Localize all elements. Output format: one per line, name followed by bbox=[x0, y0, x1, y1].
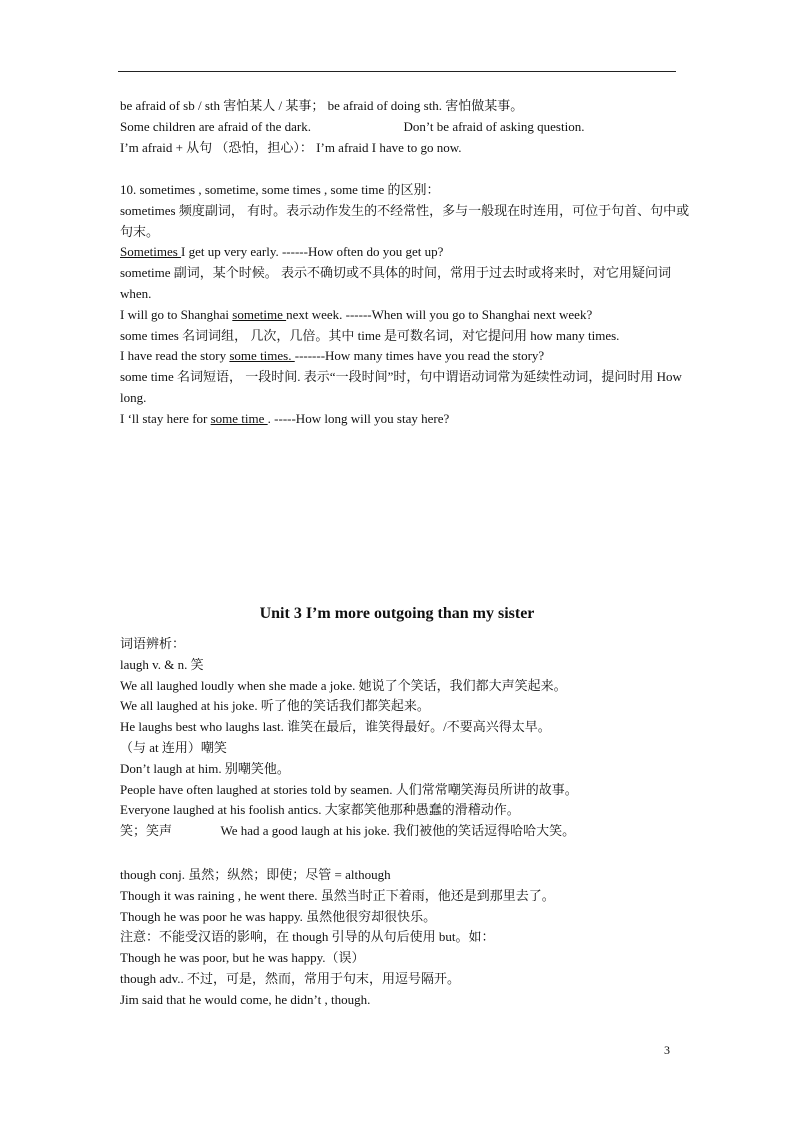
text-line: We all laughed at his joke. 听了他的笑话我们都笑起来。 bbox=[120, 698, 430, 714]
example-sentence: Don’t be afraid of asking question. bbox=[403, 118, 585, 134]
example-text: I will go to Shanghai bbox=[120, 306, 233, 322]
text-line: People have often laughed at stories told by seamen. 人们常常嘲笑海员所讲的故事。 bbox=[120, 781, 578, 797]
example-sentence: We had a good laugh at his joke. 我们被他的笑话逗得哈哈大笑。 bbox=[220, 823, 576, 839]
sometimes-section bbox=[120, 180, 690, 430]
text-line: Jim said that he would come, he didn’t , though. bbox=[120, 991, 371, 1007]
example-line bbox=[120, 242, 690, 263]
definition-label: 笑；笑声 bbox=[120, 823, 173, 839]
text-line bbox=[120, 117, 690, 138]
text-line: though conj. 虽然；纵然；即使；尽管 = although bbox=[120, 867, 391, 882]
text-line: Though it was raining , he went there. 虽然当时正下着雨，他还是到那里去了。 bbox=[120, 887, 555, 903]
text-line bbox=[120, 821, 690, 842]
section-heading: 10. sometimes , sometime, some times , some time 的区别： bbox=[120, 182, 440, 197]
text-line: He laughs best who laughs last. 谁笑在最后，谁笑得最好。/不要高兴得太早。 bbox=[120, 719, 551, 735]
text-line: 词语辨析： bbox=[120, 636, 186, 651]
paragraph: some times 名词词组， 几次，几倍。其中 time 是可数名词，对它提问用 how many times. bbox=[120, 327, 620, 343]
example-line bbox=[120, 409, 690, 430]
underlined-term: sometime bbox=[232, 306, 287, 322]
laugh-section bbox=[120, 634, 690, 842]
example-line bbox=[120, 305, 690, 326]
header-rule bbox=[118, 71, 676, 72]
paragraph: sometimes 频度副词， 有时。表示动作发生的不经常性，多与一般现在时连用，可位于句首、句中或句末。 bbox=[120, 202, 690, 239]
though-section bbox=[120, 865, 690, 1011]
afraid-section bbox=[120, 96, 690, 158]
text-line: Though he was poor he was happy. 虽然他很穷却很快乐。 bbox=[120, 908, 437, 924]
example-text: . -----How long will you stay here? bbox=[267, 410, 450, 426]
example-text: next week. ------When will you go to Shanghai next week? bbox=[286, 306, 593, 322]
example-line bbox=[120, 346, 690, 367]
underlined-term: Sometimes bbox=[120, 244, 182, 260]
text-line: though adv.. 不过，可是，然而，常用于句末，用逗号隔开。 bbox=[120, 970, 461, 986]
underlined-term: some time bbox=[210, 410, 268, 426]
paragraph: some time 名词短语， 一段时间. 表示“一段时间”时，句中谓语动词常为延续性动词，提问时用 How long. bbox=[120, 369, 682, 405]
example-text: -------How many times have you read the story? bbox=[294, 348, 545, 364]
text-line: Don’t laugh at him. 别嘲笑他。 bbox=[120, 760, 290, 776]
paragraph: sometime 副词，某个时候。 表示不确切或不具体的时间，常用于过去时或将来时，对它用疑问词 when. bbox=[120, 265, 672, 301]
text-line: Everyone laughed at his foolish antics. 大家都笑他那种愚蠢的滑稽动作。 bbox=[120, 802, 520, 818]
text-line: be afraid of sb / sth 害怕某人 / 某事； be afraid of doing sth. 害怕做某事。 bbox=[120, 98, 524, 113]
example-text: I ‘ll stay here for bbox=[120, 410, 211, 426]
text-line: I’m afraid + 从句 （恐怕，担心）： I’m afraid I have to go now. bbox=[120, 139, 462, 155]
text-line: 注意：不能受汉语的影响，在 though 引导的从句后使用 but。如： bbox=[120, 929, 495, 945]
example-sentence: Some children are afraid of the dark. bbox=[120, 118, 311, 134]
text-line: We all laughed loudly when she made a joke. 她说了个笑话，我们都大声笑起来。 bbox=[120, 677, 567, 693]
unit-title: Unit 3 I’m more outgoing than my sister bbox=[259, 605, 535, 622]
underlined-term: some times. bbox=[229, 348, 295, 364]
text-line: Though he was poor, but he was happy.（误） bbox=[120, 950, 365, 966]
example-text: I get up very early. ------How often do you get up? bbox=[181, 244, 444, 260]
text-line: （与 at 连用）嘲笑 bbox=[120, 739, 227, 755]
example-text: I have read the story bbox=[120, 348, 230, 364]
text-line: laugh v. & n. 笑 bbox=[120, 656, 204, 672]
page-number: 3 bbox=[664, 1043, 670, 1057]
